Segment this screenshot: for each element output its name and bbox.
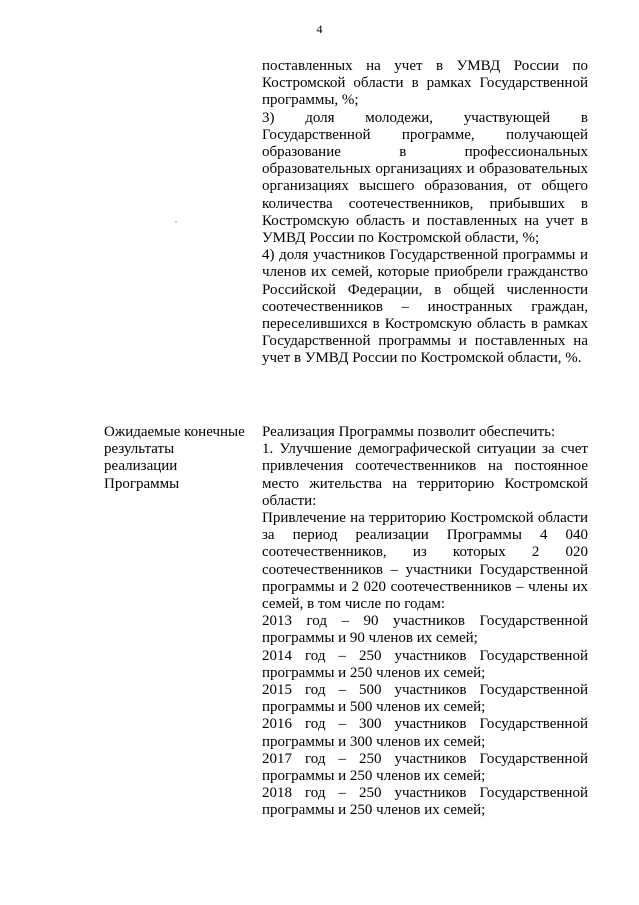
expected-results-text-block [262, 424, 588, 820]
results-attraction: Привлечение на территорию Костромской области за период реализации Программы 4 040 соотечественников, из которых 2 020 соотечественников – участники Государственной программы и 2 020 соотечественников – члены их семей, в том числе по годам: [262, 510, 588, 613]
indicator-item-4: 4) доля участников Государственной программы и членов их семей, которые приобрели гражданство Российской Федерации, в общей численности соотечественников – иностранных граждан, переселившихся в Костромскую область в рамках Государственной программы и поставленных на учет в УМВД России по Костромской области, %. [262, 247, 588, 367]
results-intro: Реализация Программы позволит обеспечить: [262, 424, 556, 440]
year-item: 2017 год – 250 участников Государственной программы и 250 членов их семей; [262, 750, 588, 785]
page-number: 4 [316, 22, 323, 36]
year-item: 2018 год – 250 участников Государственной программы и 250 членов их семей; [262, 785, 588, 819]
indicators-text-block [262, 58, 588, 368]
results-point-1: 1. Улучшение демографической ситуации за счет привлечения соотечественников на постоянное место жительства на территорию Костромской области: [262, 441, 588, 509]
year-item: 2013 год – 90 участников Государственной программы и 90 членов их семей; [262, 613, 588, 647]
indicator-item-3: 3) доля молодежи, участвующей в Государственной программе, получающей образование в профессиональных образовательных организациях и образовательных организациях высшего образования, от общего количества соотечественников, прибывших в Костромскую область и поставленных на учет в УМВД России по Костромской области, %; [262, 109, 588, 247]
year-item: 2016 год – 300 участников Государственной программы и 300 членов их семей; [262, 716, 588, 750]
expected-results-label [104, 424, 254, 493]
year-item: 2014 год – 250 участников Государственной программы и 250 членов их семей; [262, 647, 588, 681]
label-line: Ожидаемые конечные [104, 424, 245, 440]
label-line: результаты [104, 441, 175, 458]
indicator-continuation: поставленных на учет в УМВД России по Костромской области в рамках Государственной программы, %; [262, 58, 588, 109]
label-line: реализации [104, 458, 178, 475]
scan-speck [175, 221, 177, 223]
year-item: 2015 год – 500 участников Государственной программы и 500 членов их семей; [262, 682, 588, 716]
label-line: Программы [104, 475, 180, 492]
